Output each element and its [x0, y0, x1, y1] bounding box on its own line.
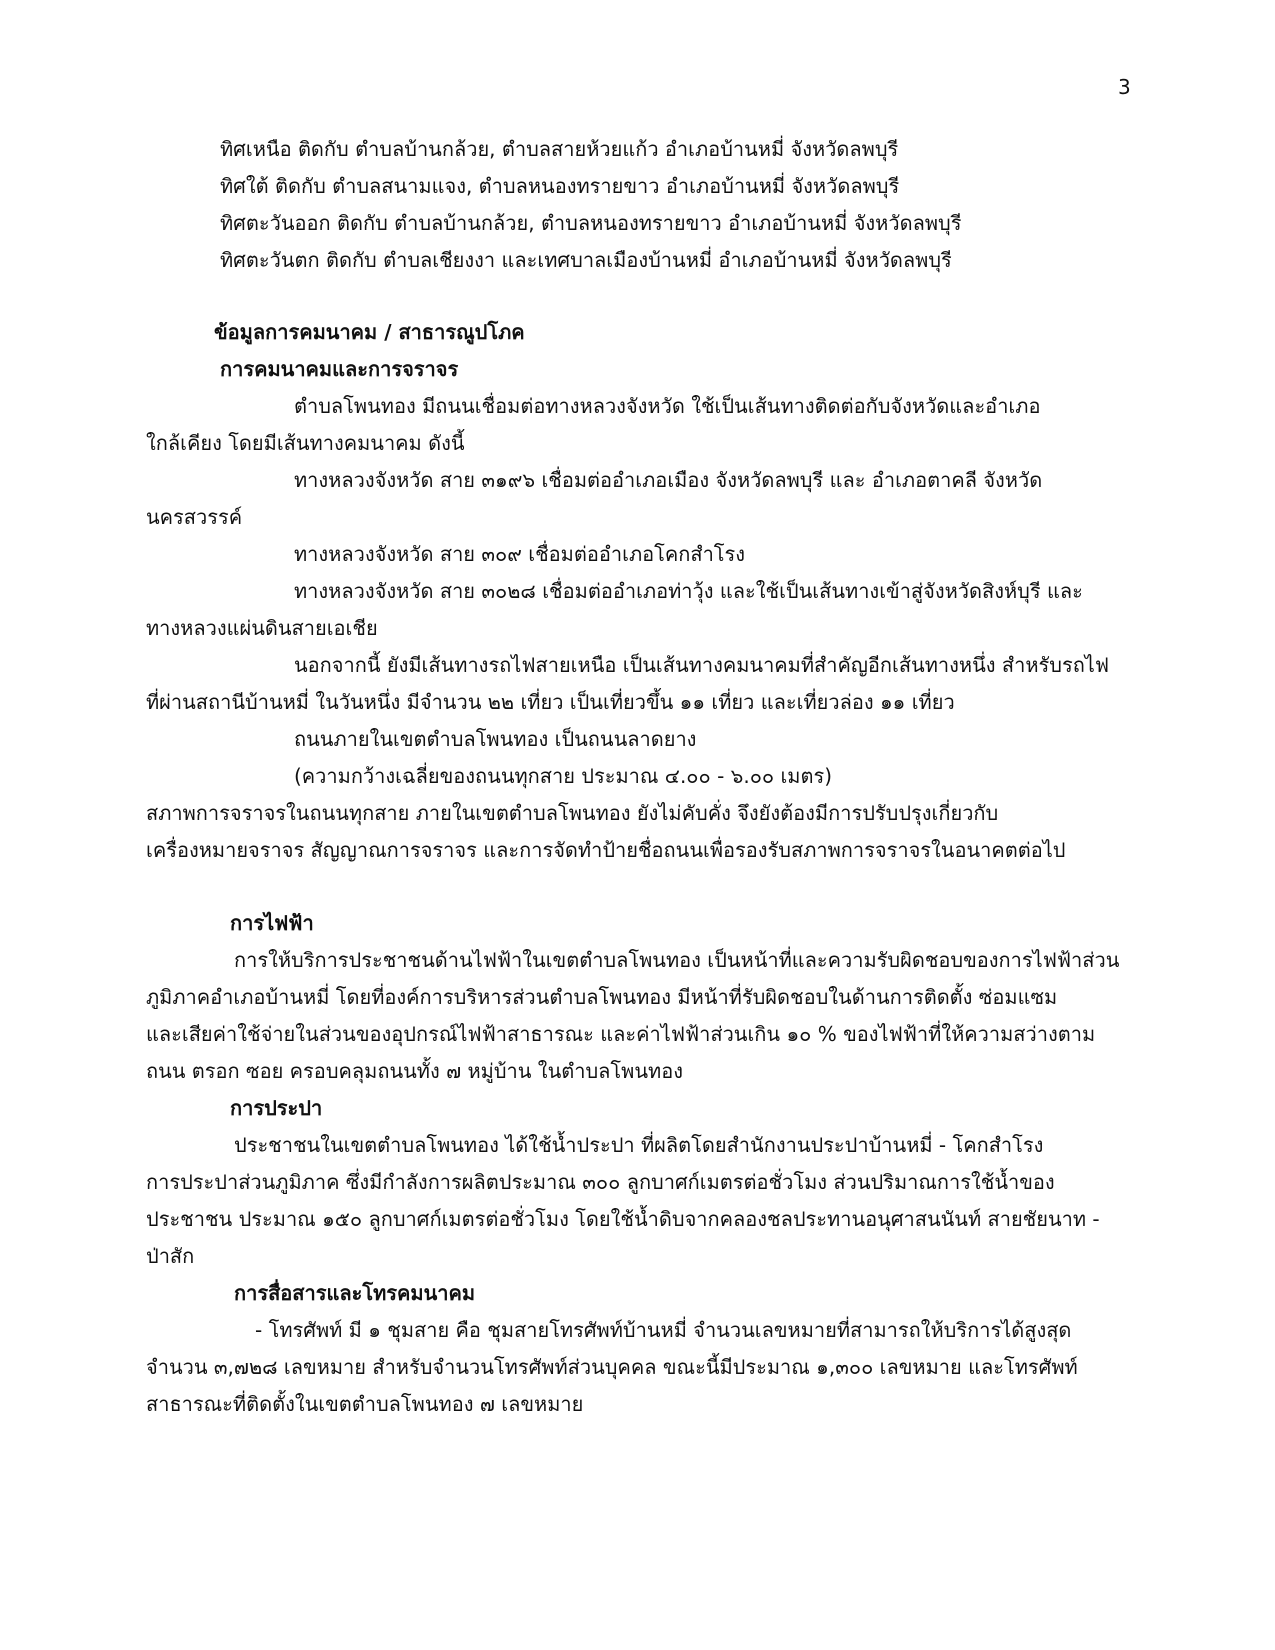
page-number: 3 [1118, 75, 1131, 99]
electricity-line: ภูมิภาคอำเภอบ้านหมี่ โดยที่องค์การบริหารส่วนตำบลโพนทอง มีหน้าที่รับผิดชอบในด้านการติดตั้ง ซ่อมแซม [146, 985, 1058, 1009]
water-line: ป่าสัก [146, 1244, 195, 1268]
transport-line: นอกจากนี้ ยังมีเส้นทางรถไฟสายเหนือ เป็นเส้นทางคมนาคมที่สำคัญอีกเส้นทางหนึ่ง สำหรับรถไฟ [294, 653, 1110, 677]
telecom-line: จำนวน ๓,๗๒๘ เลขหมาย สำหรับจำนวนโทรศัพท์ส่วนบุคคล ขณะนี้มีประมาณ ๑,๓๐๐ เลขหมาย และโทรศัพท์ [146, 1355, 1078, 1379]
transport-line: ทางหลวงจังหวัด สาย ๓๐๙ เชื่อมต่ออำเภอโคกสำโรง [294, 542, 746, 566]
boundary-west: ทิศตะวันตก ติดกับ ตำบลเชียงงา และเทศบาลเมืองบ้านหมี่ อำเภอบ้านหมี่ จังหวัดลพบุรี [220, 248, 952, 272]
transport-line: ตำบลโพนทอง มีถนนเชื่อมต่อทางหลวงจังหวัด ใช้เป็นเส้นทางติดต่อกับจังหวัดและอำเภอ [294, 394, 1041, 418]
transport-line: (ความกว้างเฉลี่ยของถนนทุกสาย ประมาณ ๔.๐๐ - ๖.๐๐ เมตร) [294, 764, 833, 788]
boundary-north: ทิศเหนือ ติดกับ ตำบลบ้านกล้วย, ตำบลสายห้วยแก้ว อำเภอบ้านหมี่ จังหวัดลพบุรี [220, 137, 899, 161]
water-line: ประชาชน ประมาณ ๑๕๐ ลูกบาศก์เมตรต่อชั่วโมง โดยใช้น้ำดิบจากคลองชลประทานอนุศาสนนันท์ สายชัยนาท - [146, 1207, 1100, 1231]
telecom-heading: การสื่อสารและโทรคมนาคม [234, 1281, 476, 1305]
electricity-heading: การไฟฟ้า [230, 911, 314, 935]
water-line: การประปาส่วนภูมิภาค ซึ่งมีกำลังการผลิตประมาณ ๓๐๐ ลูกบาศก์เมตรต่อชั่วโมง ส่วนปริมาณการใช้น้ำของ [146, 1170, 1055, 1194]
boundary-south: ทิศใต้ ติดกับ ตำบลสนามแจง, ตำบลหนองทรายขาว อำเภอบ้านหมี่ จังหวัดลพบุรี [220, 174, 900, 198]
electricity-line: ถนน ตรอก ซอย ครอบคลุมถนนทั้ง ๗ หมู่บ้าน ในตำบลโพนทอง [146, 1059, 683, 1083]
water-heading: การประปา [230, 1096, 323, 1120]
transport-line: สภาพการจราจรในถนนทุกสาย ภายในเขตตำบลโพนทอง ยังไม่คับคั่ง จึงยังต้องมีการปรับปรุงเกี่ยวกับ [146, 801, 999, 825]
boundary-east: ทิศตะวันออก ติดกับ ตำบลบ้านกล้วย, ตำบลหนองทรายขาว อำเภอบ้านหมี่ จังหวัดลพบุรี [220, 211, 962, 235]
electricity-line: และเสียค่าใช้จ่ายในส่วนของอุปกรณ์ไฟฟ้าสาธารณะ และค่าไฟฟ้าส่วนเกิน ๑๐ % ของไฟฟ้าที่ให้ความสว่างตาม [146, 1022, 1096, 1046]
electricity-line: การให้บริการประชาชนด้านไฟฟ้าในเขตตำบลโพนทอง เป็นหน้าที่และความรับผิดชอบของการไฟฟ้าส่วน [234, 948, 1120, 972]
water-line: ประชาชนในเขตตำบลโพนทอง ได้ใช้น้ำประปา ที่ผลิตโดยสำนักงานประปาบ้านหมี่ - โคกสำโรง [234, 1133, 1044, 1157]
transport-line: ทางหลวงจังหวัด สาย ๓๐๒๘ เชื่อมต่ออำเภอท่าวุ้ง และใช้เป็นเส้นทางเข้าสู่จังหวัดสิงห์บุรี และ [294, 579, 1083, 603]
section-heading: ข้อมูลการคมนาคม / สาธารณูปโภค [214, 320, 525, 344]
transport-line: ทางหลวงจังหวัด สาย ๓๑๙๖ เชื่อมต่ออำเภอเมือง จังหวัดลพบุรี และ อำเภอตาคลี จังหวัด [294, 468, 1043, 492]
transport-line: ที่ผ่านสถานีบ้านหมี่ ในวันหนึ่ง มีจำนวน ๒๒ เที่ยว เป็นเที่ยวขึ้น ๑๑ เที่ยว และเที่ยวล่อง ๑๑ เที่ยว [146, 690, 955, 714]
transport-heading: การคมนาคมและการจราจร [220, 357, 459, 381]
transport-line: ทางหลวงแผ่นดินสายเอเชีย [146, 616, 378, 640]
transport-line: เครื่องหมายจราจร สัญญาณการจราจร และการจัดทำป้ายชื่อถนนเพื่อรองรับสภาพการจราจรในอนาคตต่อไป [146, 838, 1066, 862]
telecom-line: - โทรศัพท์ มี ๑ ชุมสาย คือ ชุมสายโทรศัพท์บ้านหมี่ จำนวนเลขหมายที่สามารถให้บริการได้สูงสุด [255, 1318, 1072, 1342]
transport-line: นครสวรรค์ [146, 505, 243, 529]
telecom-line: สาธารณะที่ติดตั้งในเขตตำบลโพนทอง ๗ เลขหมาย [146, 1392, 584, 1416]
transport-line: ถนนภายในเขตตำบลโพนทอง เป็นถนนลาดยาง [294, 727, 697, 751]
transport-line: ใกล้เคียง โดยมีเส้นทางคมนาคม ดังนี้ [146, 431, 465, 455]
